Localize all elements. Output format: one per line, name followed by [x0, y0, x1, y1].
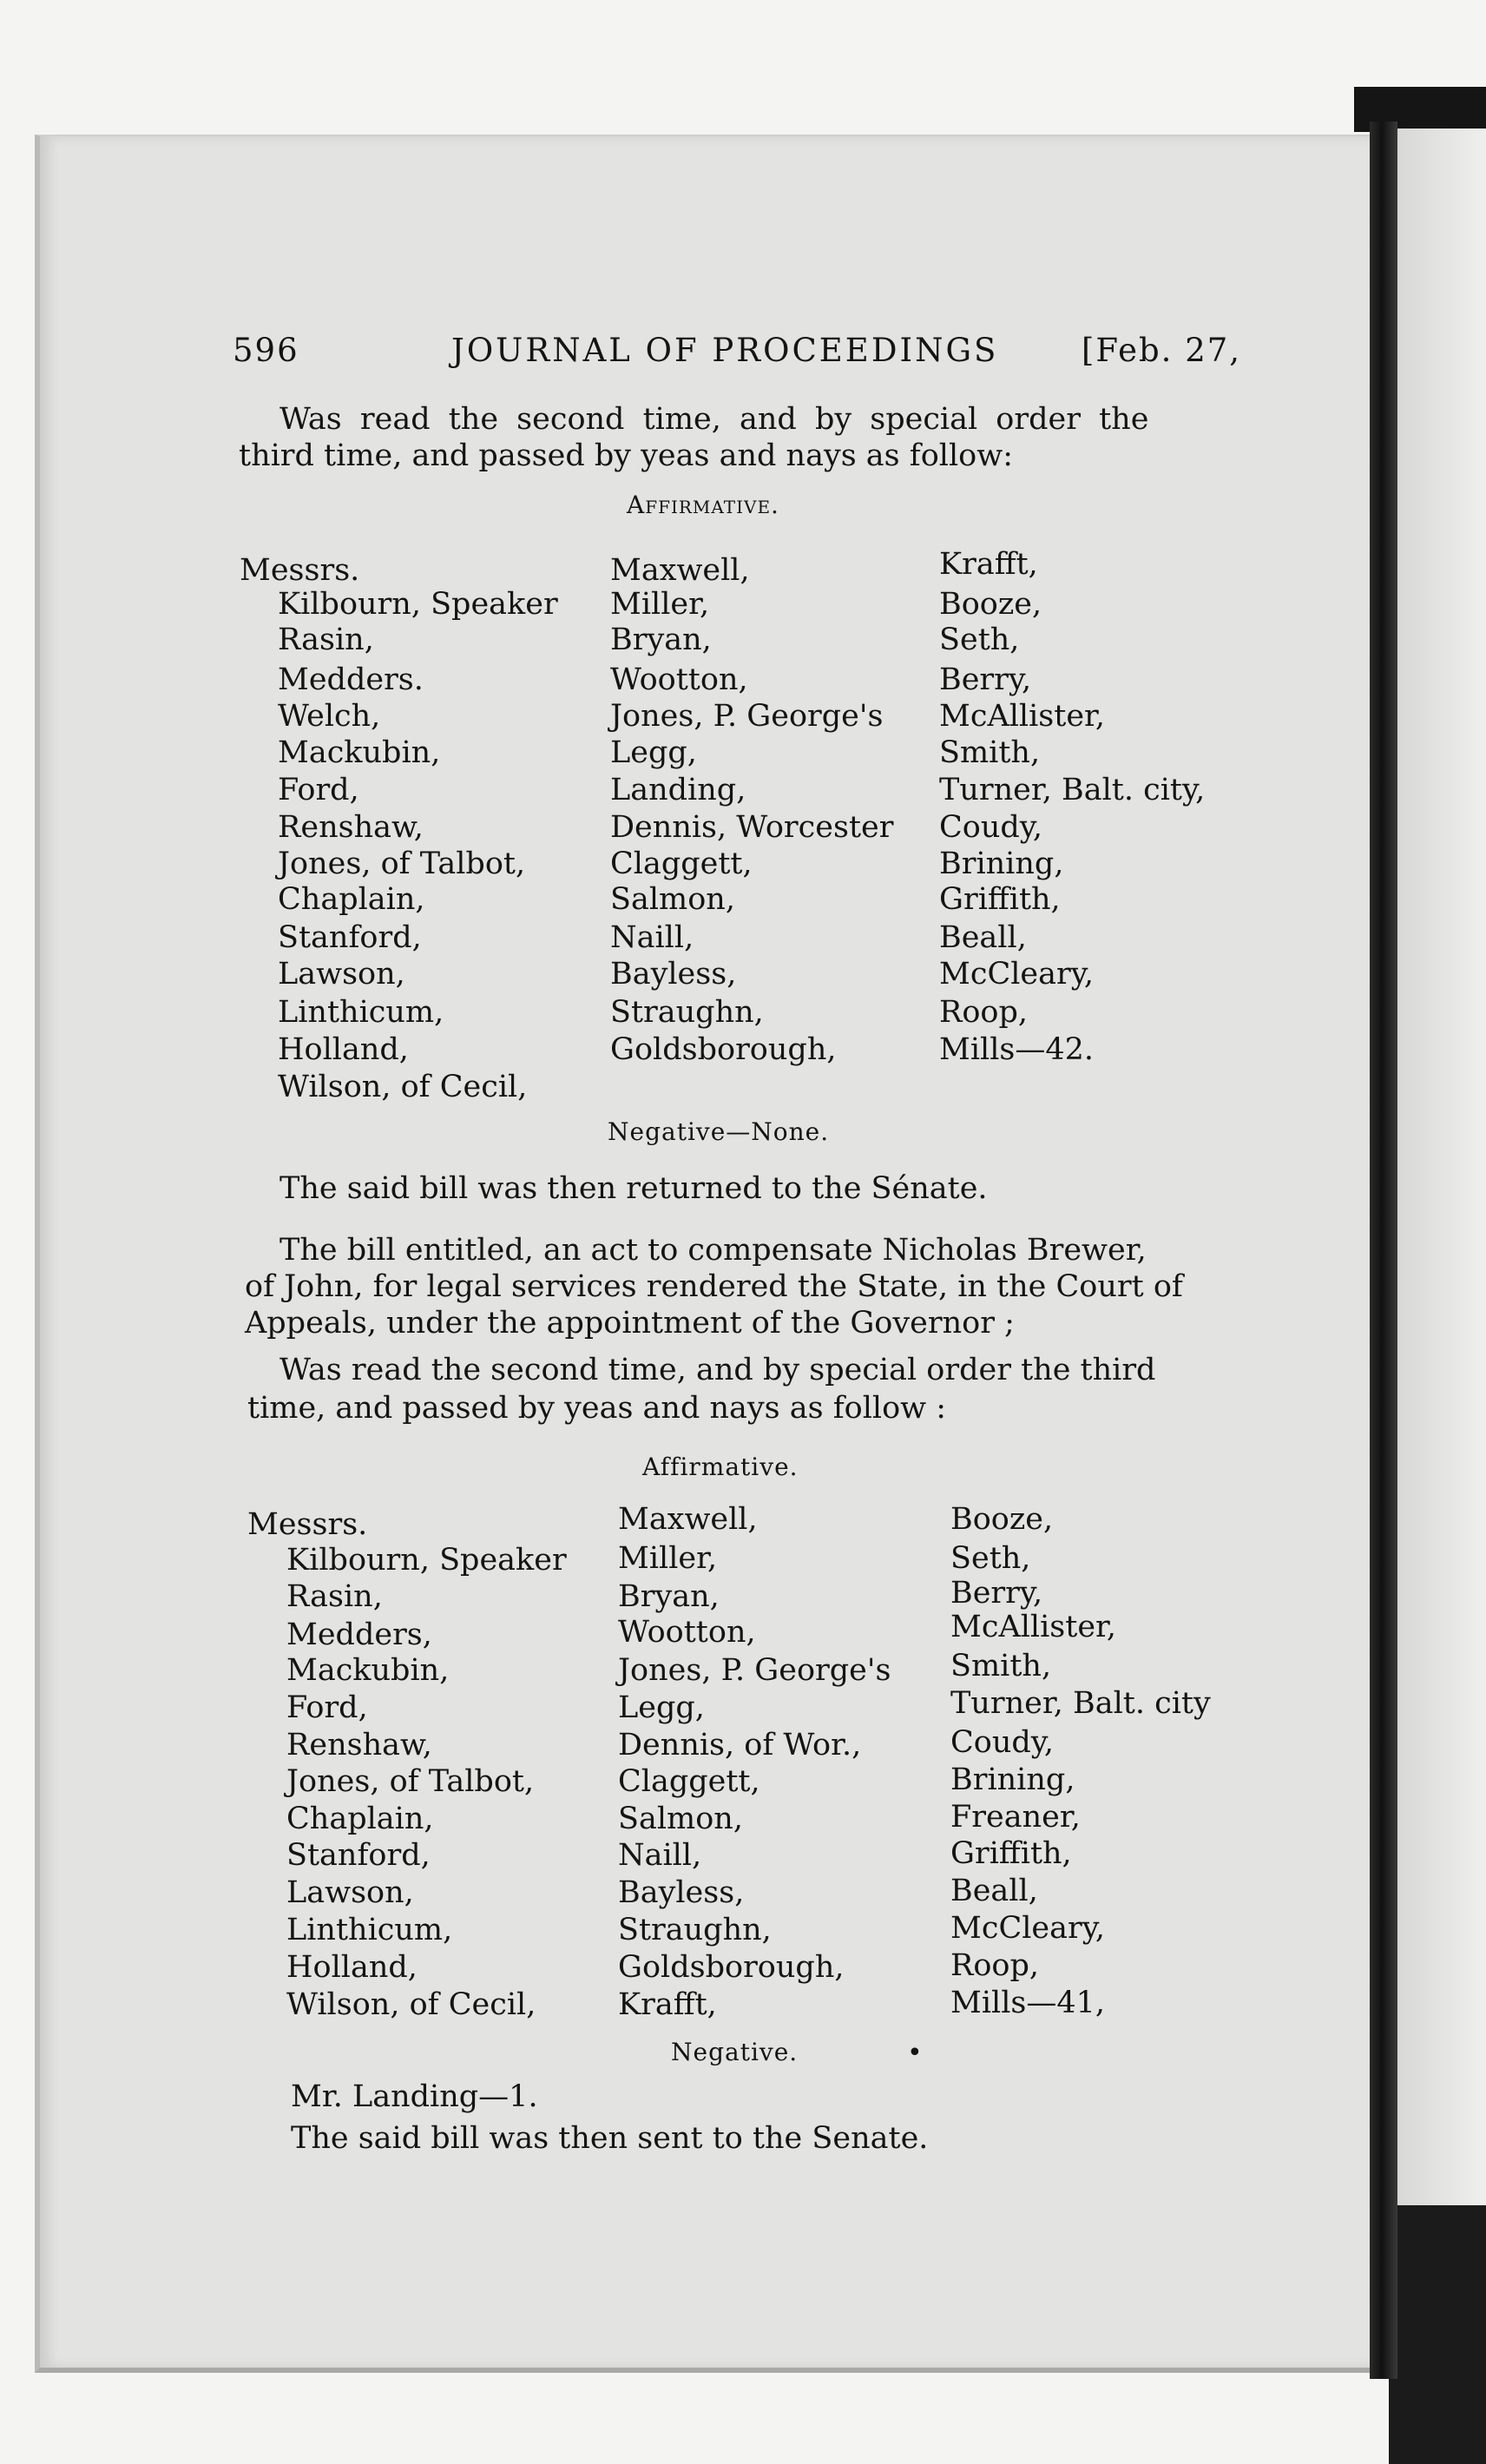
list-item: Maxwell, — [610, 553, 750, 588]
list-item: Jones, of Talbot, — [286, 1764, 535, 1799]
list-item: Legg, — [618, 1690, 705, 1725]
list-item: Wootton, — [618, 1615, 756, 1650]
binding-bottom — [1389, 2205, 1486, 2464]
list-item: Naill, — [610, 920, 694, 955]
list-item: Beall, — [950, 1874, 1038, 1908]
list-item: Maxwell, — [618, 1502, 758, 1537]
list-item: Straughn, — [610, 995, 764, 1030]
section2-intro-line1: Was read the second time, and by special order the third — [279, 1353, 1156, 1387]
list-item: Claggett, — [610, 847, 753, 881]
list-item: Rasin, — [278, 623, 374, 657]
list-item: Jones, P. George's — [618, 1653, 891, 1688]
list-item: Mackubin, — [286, 1653, 450, 1688]
list-item: Linthicum, — [286, 1913, 453, 1947]
list-item: Brining, — [950, 1762, 1075, 1797]
list-item: Stanford, — [286, 1838, 431, 1873]
list-item: Brining, — [939, 847, 1064, 881]
list-item: Booze, — [939, 587, 1042, 622]
list-item: Kilbourn, Speaker — [286, 1543, 567, 1578]
list-item: Krafft, — [618, 1987, 717, 2022]
list-item: Bryan, — [610, 623, 712, 657]
list-item: Salmon, — [610, 882, 735, 917]
list-item: Medders. — [278, 662, 424, 697]
list-item: Bayless, — [618, 1875, 745, 1910]
list-item: Jones, of Talbot, — [278, 847, 526, 881]
list-item: Messrs. — [240, 553, 360, 588]
list-item: Jones, P. George's — [610, 699, 884, 734]
list-item: Straughn, — [618, 1913, 772, 1947]
list-item: McCleary, — [939, 957, 1094, 992]
list-item: Griffith, — [950, 1836, 1072, 1871]
list-item: Goldsborough, — [618, 1950, 845, 1985]
list-item: Goldsborough, — [610, 1032, 837, 1067]
bullet-mark: • — [907, 2038, 923, 2068]
section2-bill-line2: of John, for legal services rendered the State, in the Court of — [245, 1269, 1183, 1304]
list-item: Roop, — [950, 1948, 1040, 1983]
section2-result: The said bill was then sent to the Senate. — [291, 2121, 929, 2156]
section2-intro-line2: time, and passed by yeas and nays as follow : — [247, 1391, 947, 1426]
list-item: Ford, — [278, 773, 359, 807]
list-item: Chaplain, — [286, 1802, 434, 1836]
list-item: Mills—42. — [939, 1032, 1095, 1067]
list-item: Dennis, Worcester — [610, 810, 894, 845]
list-item: Legg, — [610, 735, 697, 770]
list-item: McAllister, — [950, 1610, 1117, 1644]
list-item: Rasin, — [286, 1579, 383, 1614]
section2-bill-line1: The bill entitled, an act to compensate Nicholas Brewer, — [279, 1233, 1147, 1268]
list-item: Mackubin, — [278, 735, 441, 770]
list-item: Berry, — [950, 1576, 1043, 1611]
list-item: Turner, Balt. city, — [939, 773, 1206, 807]
list-item: Ford, — [286, 1690, 368, 1725]
list-item: Beall, — [939, 920, 1027, 955]
list-item: Salmon, — [618, 1802, 743, 1836]
list-item: Renshaw, — [278, 810, 424, 845]
list-item: McCleary, — [950, 1911, 1105, 1946]
list-item: Smith, — [950, 1649, 1052, 1683]
list-item: Wilson, of Cecil, — [286, 1987, 536, 2022]
list-item: Messrs. — [247, 1507, 368, 1542]
section1-result: The said bill was then returned to the Sénate. — [279, 1171, 988, 1206]
page-title: JOURNAL OF PROCEEDINGS — [451, 332, 999, 369]
list-item: Linthicum, — [278, 995, 444, 1030]
list-item: Lawson, — [278, 957, 405, 992]
list-item: Wootton, — [610, 662, 748, 697]
list-item: Stanford, — [278, 920, 422, 955]
section1-negative-heading: Negative—None. — [608, 1117, 830, 1146]
list-item: Smith, — [939, 735, 1041, 770]
page-number: 596 — [233, 332, 299, 369]
list-item: Krafft, — [939, 547, 1038, 582]
list-item: Holland, — [286, 1950, 418, 1985]
section2-negative-vote: Mr. Landing—1. — [291, 2079, 538, 2114]
list-item: Welch, — [278, 699, 381, 734]
list-item: Booze, — [950, 1502, 1054, 1537]
section1-intro-line2: third time, and passed by yeas and nays as follow: — [239, 438, 1013, 473]
list-item: Turner, Balt. city — [950, 1686, 1211, 1721]
list-item: Griffith, — [939, 882, 1061, 917]
list-item: Freaner, — [950, 1800, 1081, 1835]
list-item: Miller, — [610, 587, 710, 622]
page-date: [Feb. 27, — [1082, 332, 1242, 369]
section2-affirmative-heading: Affirmative. — [642, 1453, 799, 1481]
list-item: Berry, — [939, 662, 1032, 697]
list-item: Seth, — [939, 623, 1020, 657]
list-item: Bayless, — [610, 957, 737, 992]
section2-negative-heading: Negative. — [671, 2038, 799, 2066]
list-item: Seth, — [950, 1541, 1031, 1576]
list-item: Kilbourn, Speaker — [278, 587, 558, 622]
section1-affirmative-heading: Affirmative. — [627, 491, 779, 519]
fore-edge — [1397, 128, 1486, 2377]
list-item: Chaplain, — [278, 882, 425, 917]
book-spine — [1370, 122, 1397, 2379]
list-item: Bryan, — [618, 1579, 720, 1614]
list-item: McAllister, — [939, 699, 1106, 734]
list-item: Lawson, — [286, 1875, 414, 1910]
list-item: Coudy, — [939, 810, 1043, 845]
list-item: Holland, — [278, 1032, 409, 1067]
list-item: Naill, — [618, 1838, 702, 1873]
list-item: Dennis, of Wor., — [618, 1728, 862, 1762]
list-item: Wilson, of Cecil, — [278, 1070, 528, 1104]
list-item: Miller, — [618, 1541, 718, 1576]
list-item: Medders, — [286, 1617, 432, 1652]
list-item: Renshaw, — [286, 1728, 432, 1762]
list-item: Mills—41, — [950, 1986, 1106, 2020]
section1-intro-line1: Was read the second time, and by special order the — [279, 402, 1149, 437]
list-item: Coudy, — [950, 1725, 1055, 1760]
list-item: Landing, — [610, 773, 746, 807]
section2-bill-line3: Appeals, under the appointment of the Governor ; — [245, 1306, 1015, 1341]
list-item: Roop, — [939, 995, 1029, 1030]
list-item: Claggett, — [618, 1764, 760, 1799]
